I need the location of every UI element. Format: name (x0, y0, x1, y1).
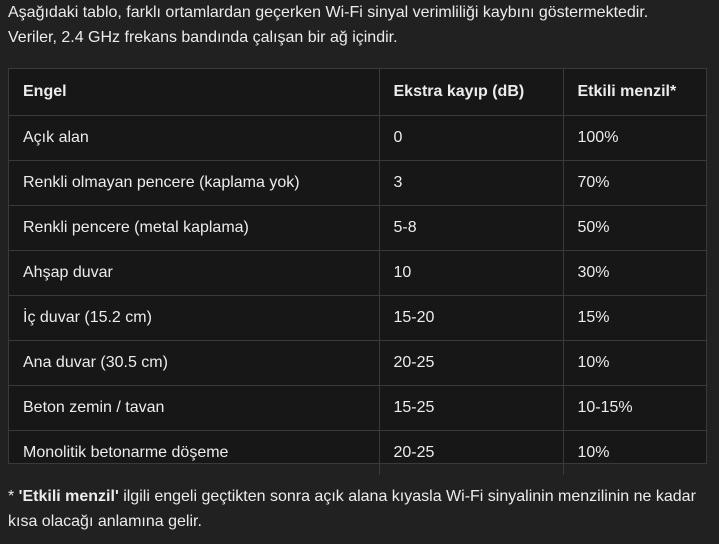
cell-extra-loss: 15-20 (379, 296, 563, 341)
header-obstacle: Engel (9, 69, 379, 116)
cell-obstacle: İç duvar (15.2 cm) (9, 296, 379, 341)
cell-effective-range: 10% (577, 444, 610, 461)
footnote-prefix: * (8, 488, 19, 505)
table (9, 69, 706, 475)
table-row (9, 206, 706, 251)
intro-text (8, 0, 713, 50)
cell-extra-loss: 10 (379, 251, 563, 296)
cell-effective-range: 10-15% (563, 386, 706, 431)
cell-extra-loss: 15-25 (379, 386, 563, 431)
signal-loss-table (8, 68, 707, 464)
cell-effective-range: 50% (563, 206, 706, 251)
cell-extra-loss: 3 (379, 161, 563, 206)
cell-effective-range: 10% (563, 341, 706, 386)
footnote-term: 'Etkili menzil' (18, 488, 119, 505)
cell-effective-range: 30% (563, 251, 706, 296)
table-row (9, 161, 706, 206)
intro-line-2: Veriler, 2.4 GHz frekans bandında çalışan bir ağ içindir. (8, 29, 398, 46)
table-row (9, 341, 706, 386)
cell-obstacle: Monolitik betonarme döşeme (9, 431, 379, 476)
cell-extra-loss: 20-25 (379, 431, 563, 476)
header-effective-range: Etkili menzil* (563, 69, 706, 116)
cell-effective-range: 70% (563, 161, 706, 206)
cell-obstacle: Ana duvar (30.5 cm) (9, 341, 379, 386)
cell-extra-loss: 5-8 (379, 206, 563, 251)
table-row (9, 116, 706, 161)
table-row (9, 431, 706, 476)
header-extra-loss: Ekstra kayıp (dB) (379, 69, 563, 116)
footnote-text: ilgili engeli geçtikten sonra açık alana kıyasla Wi-Fi sinyalinin menzilinin ne kadar kısa olacağı anlamına gelir. (8, 488, 696, 530)
cell-obstacle: Açık alan (9, 116, 379, 161)
cell-effective-range: 100% (563, 116, 706, 161)
table-row (9, 296, 706, 341)
cell-extra-loss: 20-25 (379, 341, 563, 386)
table-header-row (9, 69, 706, 116)
intro-line-1: Aşağıdaki tablo, farklı ortamlardan geçerken Wi-Fi sinyal verimliliği kaybını göstermektedir. (8, 4, 649, 21)
cell-obstacle: Renkli pencere (metal kaplama) (9, 206, 379, 251)
cell-extra-loss: 0 (379, 116, 563, 161)
table-row (9, 386, 706, 431)
cell-obstacle: Renkli olmayan pencere (kaplama yok) (9, 161, 379, 206)
cell-obstacle: Beton zemin / tavan (9, 386, 379, 431)
cell-obstacle: Ahşap duvar (9, 251, 379, 296)
table-row (9, 251, 706, 296)
cell-effective-range: 15% (563, 296, 706, 341)
footnote (8, 484, 713, 534)
